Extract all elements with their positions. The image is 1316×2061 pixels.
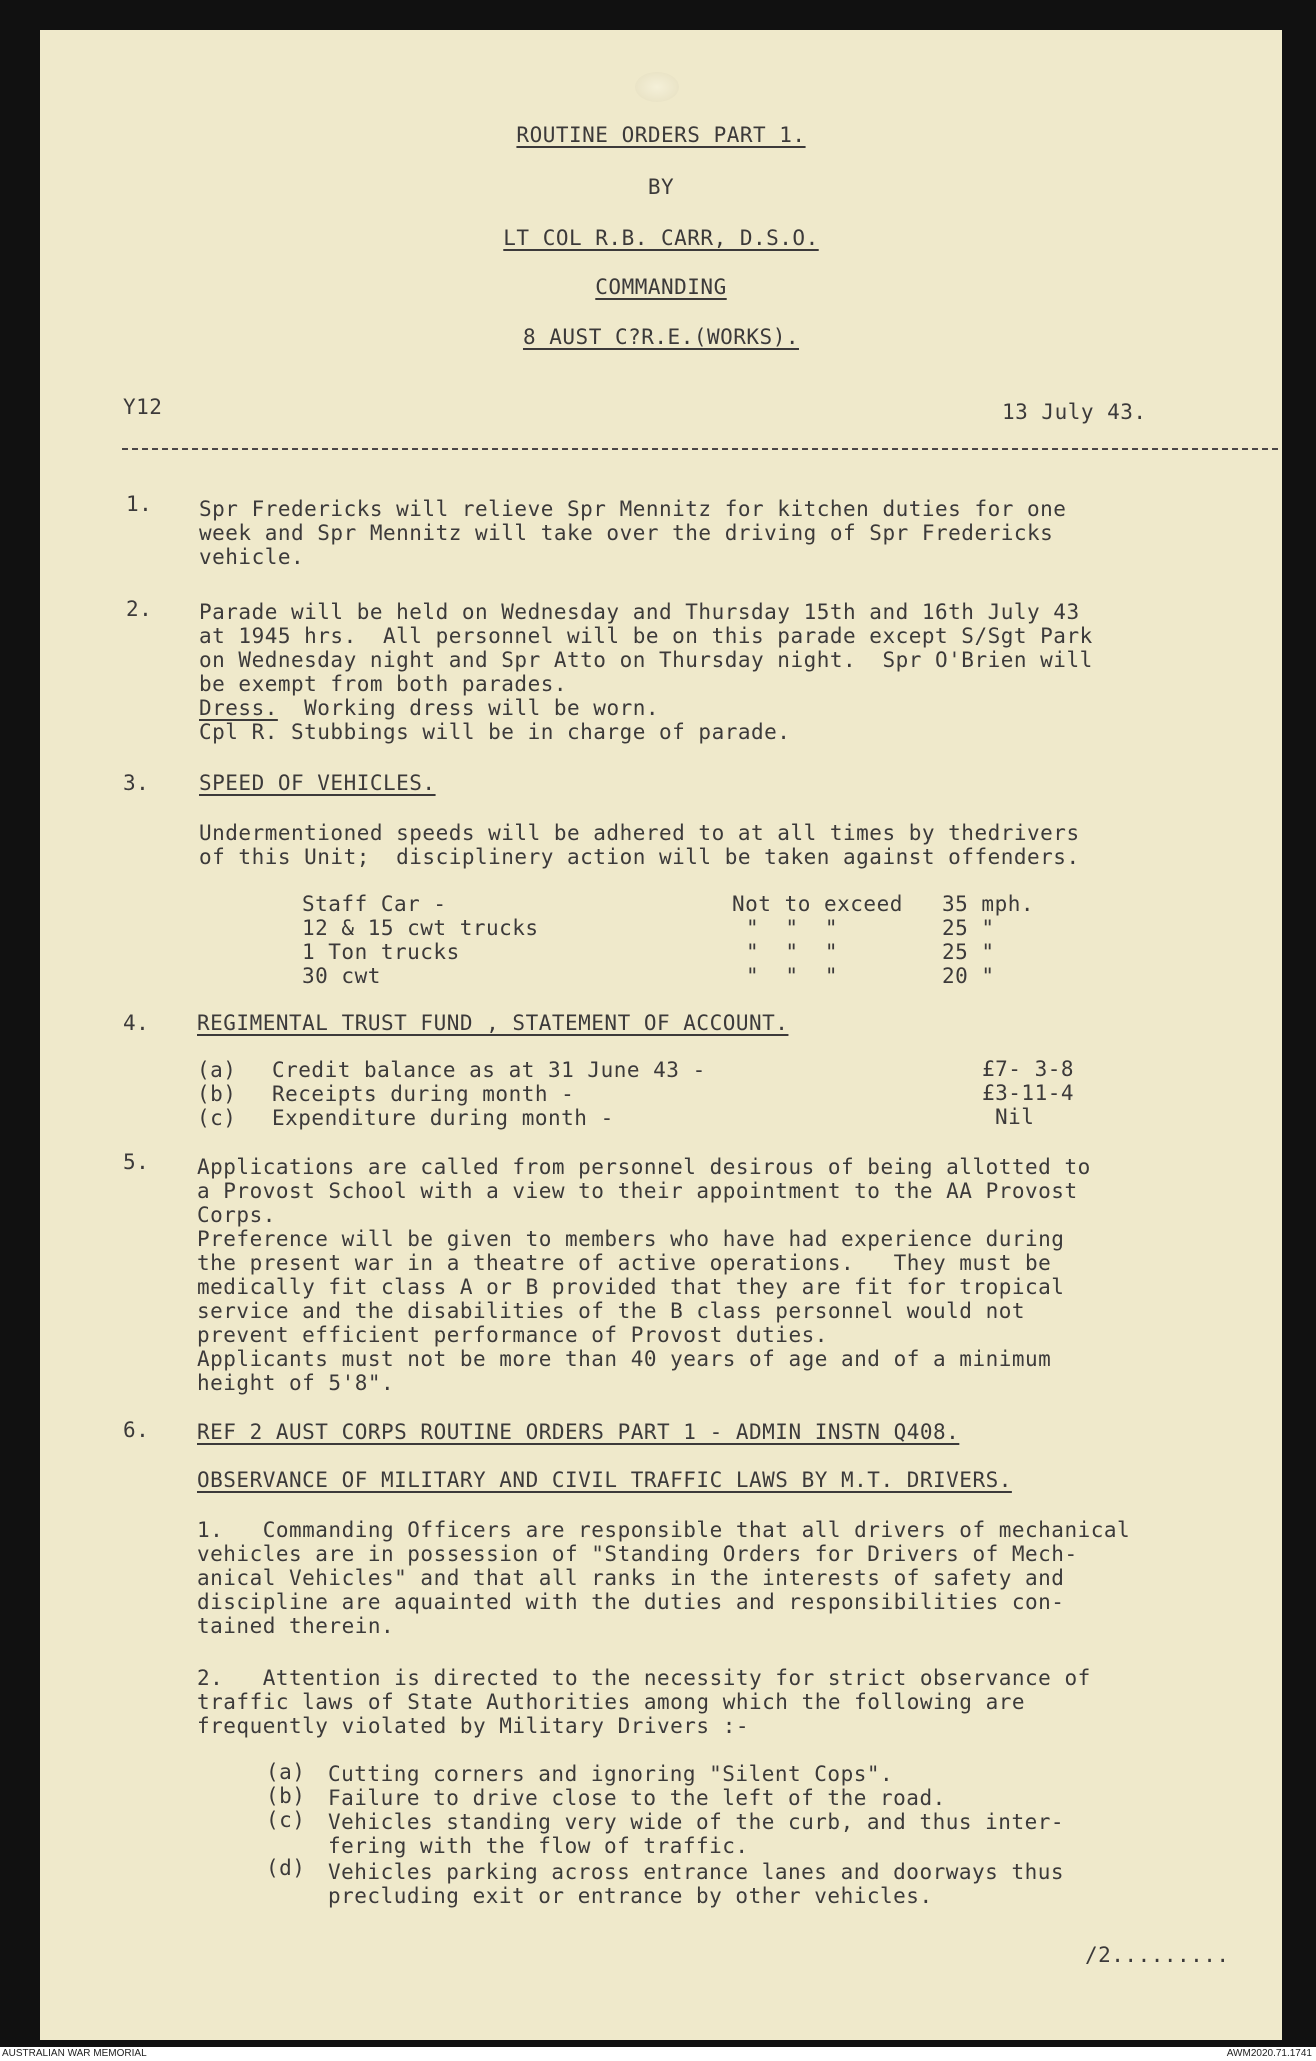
list-text: Vehicles standing very wide of the curb, and thus inter- <box>328 1810 1065 1834</box>
speed-value: 25 " <box>942 940 995 964</box>
account-label: (b) <box>197 1082 237 1106</box>
account-label: (c) <box>197 1106 237 1130</box>
paragraph-line: prevent efficient performance of Provost duties. <box>197 1323 828 1347</box>
paragraph-line: a Provost School with a view to their appointment to the AA Provost <box>197 1179 1078 1203</box>
paragraph-line: discipline are aquainted with the duties and responsibilities con- <box>197 1590 1065 1614</box>
paragraph-line: anical Vehicles" and that all ranks in the interests of safety and <box>197 1566 1065 1590</box>
commanding-label: COMMANDING <box>595 275 727 299</box>
paragraph-line: frequently violated by Military Drivers :- <box>197 1714 750 1738</box>
list-text: Vehicles parking across entrance lanes and doorways thus <box>328 1860 1065 1884</box>
paragraph-line: Cpl R. Stubbings will be in charge of parade. <box>199 720 791 744</box>
speed-limit-text: " " " <box>746 964 839 988</box>
section-heading: REGIMENTAL TRUST FUND , STATEMENT OF ACCOUNT. <box>197 1011 789 1035</box>
paragraph-line: vehicles are in possession of "Standing Orders for Drivers of Mech- <box>197 1542 1078 1566</box>
list-label: (b) <box>266 1784 306 1808</box>
header-divider <box>122 448 1278 450</box>
paragraph-line: Spr Fredericks will relieve Spr Mennitz for kitchen duties for one <box>199 497 1067 521</box>
by-line: BY <box>647 175 675 199</box>
paragraph-line: height of 5'8". <box>197 1371 395 1395</box>
unit-name: 8 AUST C?R.E.(WORKS). <box>522 325 799 349</box>
dress-label: Dress. <box>199 696 278 720</box>
item-number: 5. <box>123 1150 150 1174</box>
paragraph-line: the present war in a theatre of active operations. They must be <box>197 1251 1052 1275</box>
account-amount: Nil <box>995 1105 1035 1129</box>
archive-reference: AWM2020.71.1741 <box>1226 2048 1312 2059</box>
paragraph-line: on Wednesday night and Spr Atto on Thursday night. Spr O'Brien will <box>199 648 1093 672</box>
item-number: 3. <box>123 771 150 795</box>
dress-text: Working dress will be worn. <box>304 696 660 720</box>
staple-hole <box>635 72 679 102</box>
document-page <box>40 30 1282 2040</box>
reference-number: Y12 <box>123 395 163 419</box>
paragraph-line: service and the disabilities of the B class personnel would not <box>197 1299 1026 1323</box>
paragraph-line: of this Unit; disciplinery action will be taken against offenders. <box>199 845 1080 869</box>
paragraph-line: 1. Commanding Officers are responsible that all drivers of mechanical <box>197 1518 1131 1542</box>
vehicle-type: 1 Ton trucks <box>302 940 460 964</box>
paragraph-line: Preference will be given to members who have had experience during <box>197 1227 1065 1251</box>
account-text: Credit balance as at 31 June 43 - <box>272 1058 706 1082</box>
section-subheading: OBSERVANCE OF MILITARY AND CIVIL TRAFFIC LAWS BY M.T. DRIVERS. <box>197 1468 1012 1492</box>
vehicle-type: 12 & 15 cwt trucks <box>302 916 539 940</box>
paragraph-line: traffic laws of State Authorities among which the following are <box>197 1690 1026 1714</box>
speed-limit-text: Not to exceed <box>732 892 903 916</box>
paragraph-line: week and Spr Mennitz will take over the driving of Spr Fredericks <box>199 521 1054 545</box>
paragraph-line: be exempt from both parades. <box>199 672 568 696</box>
speed-value: 20 " <box>942 964 995 988</box>
speed-limit-text: " " " <box>746 916 839 940</box>
paragraph-line: Applications are called from personnel desirous of being allotted to <box>197 1155 1091 1179</box>
account-label: (a) <box>197 1058 237 1082</box>
paragraph-line: medically fit class A or B provided that they are fit for tropical <box>197 1275 1065 1299</box>
section-heading: SPEED OF VEHICLES. <box>199 771 436 795</box>
list-label: (a) <box>266 1760 306 1784</box>
paragraph-line: Parade will be held on Wednesday and Thursday 15th and 16th July 43 <box>199 600 1080 624</box>
archive-footer <box>0 2047 1316 2061</box>
list-text: Cutting corners and ignoring "Silent Cops". <box>328 1762 894 1786</box>
paragraph-line: tained therein. <box>197 1614 395 1638</box>
account-text: Expenditure during month - <box>272 1106 614 1130</box>
paragraph-line: 2. Attention is directed to the necessity for strict observance of <box>197 1666 1091 1690</box>
item-number: 6. <box>123 1418 150 1442</box>
paragraph-line: Undermentioned speeds will be adhered to at all times by thedrivers <box>199 821 1080 845</box>
speed-value: 25 " <box>942 916 995 940</box>
speed-value: 35 mph. <box>942 892 1035 916</box>
continuation-mark: /2......... <box>1085 1943 1230 1967</box>
list-text: fering with the flow of traffic. <box>328 1834 749 1858</box>
account-amount: £3-11-4 <box>982 1081 1075 1105</box>
section-heading: REF 2 AUST CORPS ROUTINE ORDERS PART 1 - ADMIN INSTN Q408. <box>197 1420 960 1444</box>
paragraph-line: at 1945 hrs. All personnel will be on this parade except S/Sgt Park <box>199 624 1093 648</box>
vehicle-type: 30 cwt <box>302 964 381 988</box>
list-text: precluding exit or entrance by other vehicles. <box>328 1884 933 1908</box>
list-label: (c) <box>266 1808 306 1832</box>
item-number: 4. <box>123 1011 150 1035</box>
item-number: 1. <box>126 492 153 516</box>
order-date: 13 July 43. <box>1002 400 1147 424</box>
speed-limit-text: " " " <box>746 940 839 964</box>
list-text: Failure to drive close to the left of the road. <box>328 1786 946 1810</box>
vehicle-type: Staff Car - <box>302 892 447 916</box>
archive-name: AUSTRALIAN WAR MEMORIAL <box>2 2048 147 2059</box>
list-label: (d) <box>266 1856 306 1880</box>
account-text: Receipts during month - <box>272 1082 575 1106</box>
order-title: ROUTINE ORDERS PART 1. <box>516 123 806 147</box>
paragraph-line: Corps. <box>197 1203 276 1227</box>
item-number: 2. <box>126 597 153 621</box>
paragraph-line: Applicants must not be more than 40 years of age and of a minimum <box>197 1347 1052 1371</box>
account-amount: £7- 3-8 <box>982 1057 1075 1081</box>
officer-name: LT COL R.B. CARR, D.S.O. <box>503 226 819 250</box>
paragraph-line: vehicle. <box>199 545 305 569</box>
